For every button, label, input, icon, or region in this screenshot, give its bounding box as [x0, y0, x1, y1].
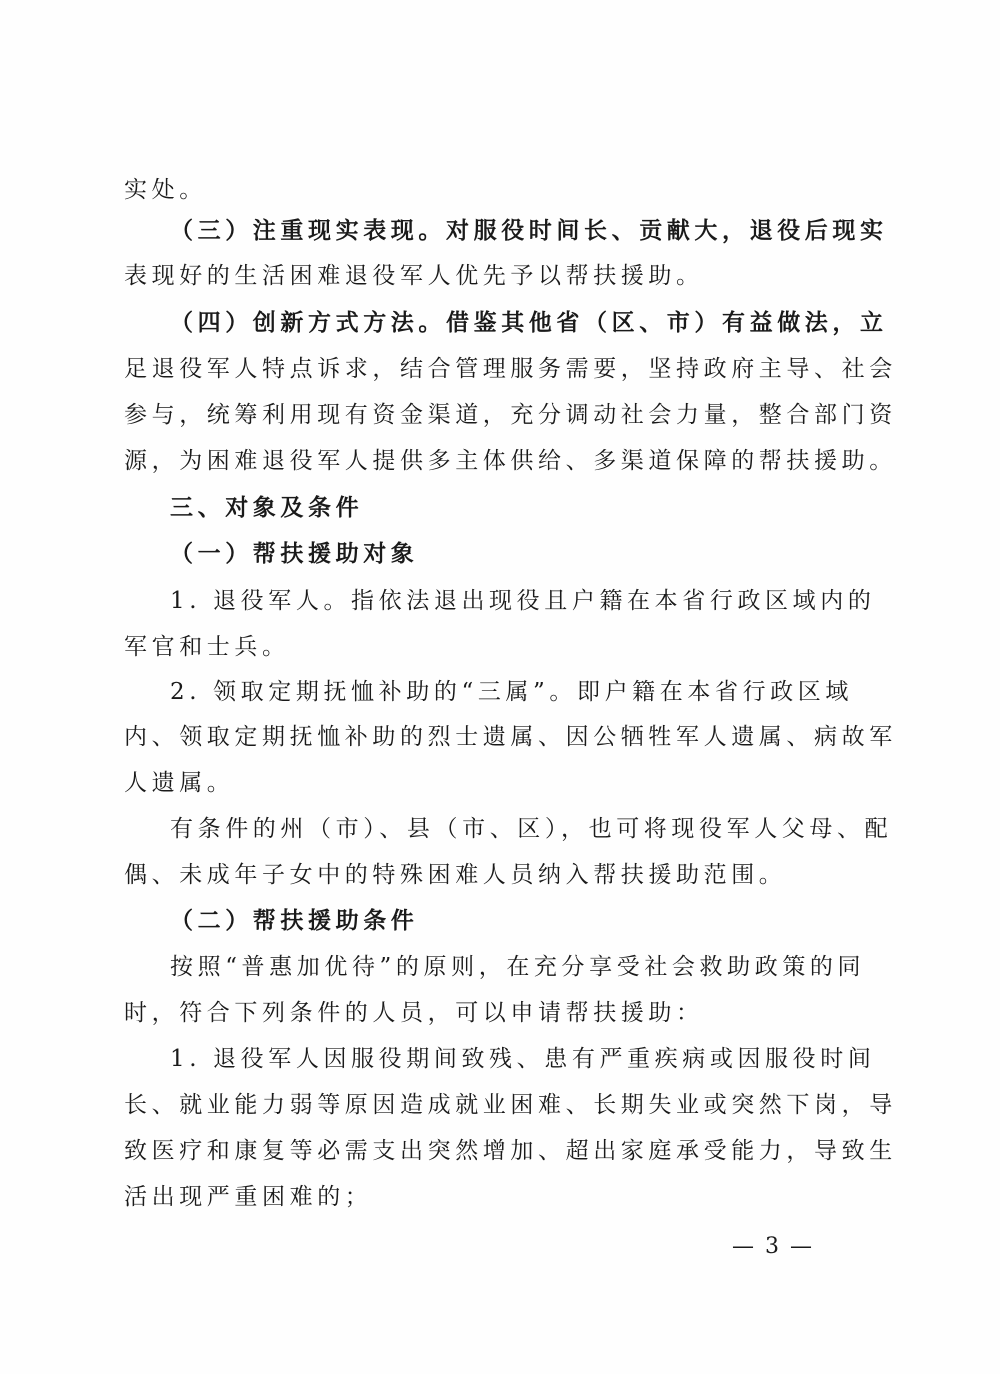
subsection-heading-1: （一）帮扶援助对象 [170, 540, 419, 567]
text-line-2: （三）注重现实表现。对服役时间长、贡献大，退役后现实 [170, 217, 888, 244]
text-line-13: 内、领取定期抚恤补助的烈士遗属、因公牺牲军人遗属、病故军 [124, 724, 897, 750]
text-line-22: 致医疗和康复等必需支出突然增加、超出家庭承受能力，导致生 [124, 1138, 897, 1164]
text-line-7: 源，为困难退役军人提供多主体供给、多渠道保障的帮扶援助。 [124, 448, 897, 474]
text-line-19: 时，符合下列条件的人员，可以申请帮扶援助： [124, 1000, 704, 1026]
text-line-20: 1. 退役军人因服役期间致残、患有严重疾病或因服役时间 [170, 1046, 876, 1072]
text-line-10: 1. 退役军人。指依法退出现役且户籍在本省行政区域内的 [170, 588, 876, 614]
text-line-5: 足退役军人特点诉求，结合管理服务需要，坚持政府主导、社会 [124, 356, 897, 382]
text-line-23: 活出现严重困难的； [124, 1184, 373, 1210]
text-line-14: 人遗属。 [124, 770, 235, 796]
page-number: — 3 — [732, 1234, 814, 1259]
text-line-16: 偶、未成年子女中的特殊困难人员纳入帮扶援助范围。 [124, 862, 787, 888]
text-line-4: （四）创新方式方法。借鉴其他省（区、市）有益做法，立 [170, 309, 888, 336]
text-line-21: 长、就业能力弱等原因造成就业困难、长期失业或突然下岗，导 [124, 1092, 897, 1118]
text-line-12: 2. 领取定期抚恤补助的“三属”。即户籍在本省行政区域 [170, 679, 853, 705]
text-line-1: 实处。 [124, 177, 207, 203]
text-line-6: 参与，统筹利用现有资金渠道，充分调动社会力量，整合部门资 [124, 402, 897, 428]
section-heading: 三、对象及条件 [170, 495, 364, 521]
text-line-18: 按照“普惠加优待”的原则，在充分享受社会救助政策的同 [170, 954, 866, 980]
subsection-heading-2: （二）帮扶援助条件 [170, 907, 419, 934]
text-line-15: 有条件的州（市）、县（市、区），也可将现役军人父母、配 [170, 816, 893, 842]
text-line-3: 表现好的生活困难退役军人优先予以帮扶援助。 [124, 263, 704, 289]
text-line-11: 军官和士兵。 [124, 634, 290, 660]
